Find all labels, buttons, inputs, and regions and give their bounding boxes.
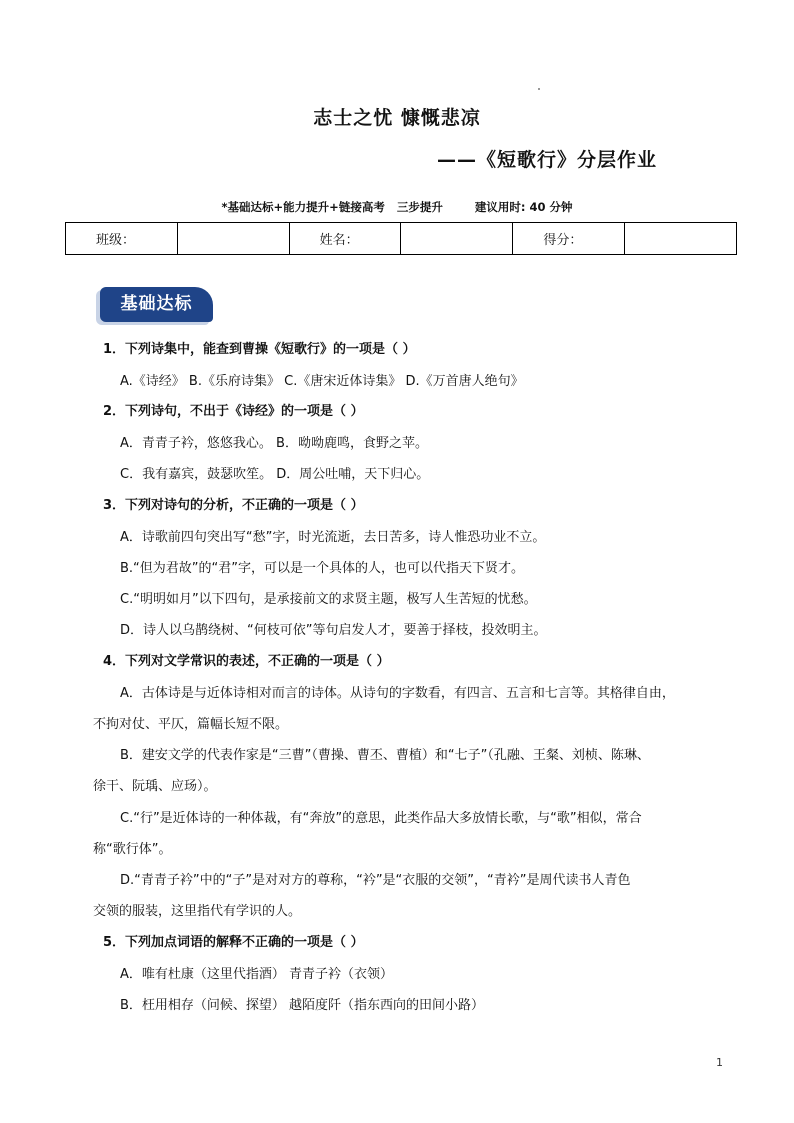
q5-option-a: A．唯有杜康（这里代指酒） 青青子衿（衣领） (120, 967, 394, 982)
page-title: 志士之忧 慷慨悲凉 (313, 107, 481, 129)
q2-options-cd: C．我有嘉宾，鼓瑟吹笙。 D．周公吐哺，天下归心。 (120, 467, 430, 482)
q4-option-b-cont: 徐干、阮瑀、应玚）。 (93, 779, 217, 794)
q1-options: A.《诗经》 B.《乐府诗集》 C.《唐宋近体诗集》 D.《万首唐人绝句》 (120, 374, 524, 389)
q4-option-b: B．建安文学的代表作家是“三曹”（曹操、曹丕、曹植）和“七子”（孔融、王粲、刘桢、陈琳、 (120, 748, 650, 763)
q4-option-a-cont: 不拘对仗、平仄，篇幅长短不限。 (93, 717, 289, 732)
q4-option-a: A．古体诗是与近体诗相对而言的诗体。从诗句的字数看，有四言、五言和七言等。其格律自由， (120, 686, 675, 701)
q3-option-a: A．诗歌前四句突出写“愁”字，时光流逝，去日苦多，诗人惟恐功业不立。 (120, 530, 546, 545)
page-number: 1 (716, 1056, 723, 1069)
name-field[interactable] (401, 223, 513, 255)
q3-option-d: D．诗人以乌鹊绕树、“何枝可依”等句启发人才，要善于择枝，投效明主。 (120, 623, 547, 638)
page-subtitle: ——《短歌行》分层作业 (436, 149, 657, 171)
student-info-table (65, 222, 737, 255)
q4-option-d: D.“青青子衿”中的“子”是对对方的尊称，“衿”是“衣服的交领”，“青衿”是周代读书人青色 (120, 873, 631, 888)
score-field[interactable] (625, 223, 737, 255)
name-label: 姓名： (289, 223, 401, 255)
question-3: 3．下列对诗句的分析，不正确的一项是（ ） (103, 498, 364, 513)
q3-option-b: B.“但为君故”的“君”字，可以是一个具体的人，也可以代指天下贤才。 (120, 561, 524, 576)
question-5: 5．下列加点词语的解释不正确的一项是（ ） (103, 935, 364, 950)
score-label: 得分： (513, 223, 625, 255)
question-4: 4．下列对文学常识的表述，不正确的一项是（ ） (103, 654, 390, 669)
class-field[interactable] (177, 223, 289, 255)
question-2: 2．下列诗句，不出于《诗经》的一项是（ ） (103, 404, 364, 419)
q3-option-c: C.“明明如月”以下四句，是承接前文的求贤主题，极写人生苦短的忧愁。 (120, 592, 537, 607)
tagline: *基础达标+能力提升+链接高考 三步提升 建议用时: 40 分钟 (221, 200, 573, 214)
q4-option-c-cont: 称“歌行体”。 (93, 842, 172, 857)
section-badge: 基础达标 (100, 287, 213, 322)
q2-options-ab: A．青青子衿，悠悠我心。 B．呦呦鹿鸣，食野之苹。 (120, 436, 428, 451)
q5-option-b: B．枉用相存（问候、探望） 越陌度阡（指东西向的田间小路） (120, 998, 485, 1013)
q4-option-d-cont: 交领的服装，这里指代有学识的人。 (93, 904, 302, 919)
q4-option-c: C.“行”是近体诗的一种体裁，有“奔放”的意思，此类作品大多放情长歌，与“歌”相似，常合 (120, 811, 642, 826)
scan-speck (538, 88, 540, 90)
class-label: 班级： (66, 223, 178, 255)
question-1: 1．下列诗集中，能查到曹操《短歌行》的一项是（ ） (103, 342, 416, 357)
